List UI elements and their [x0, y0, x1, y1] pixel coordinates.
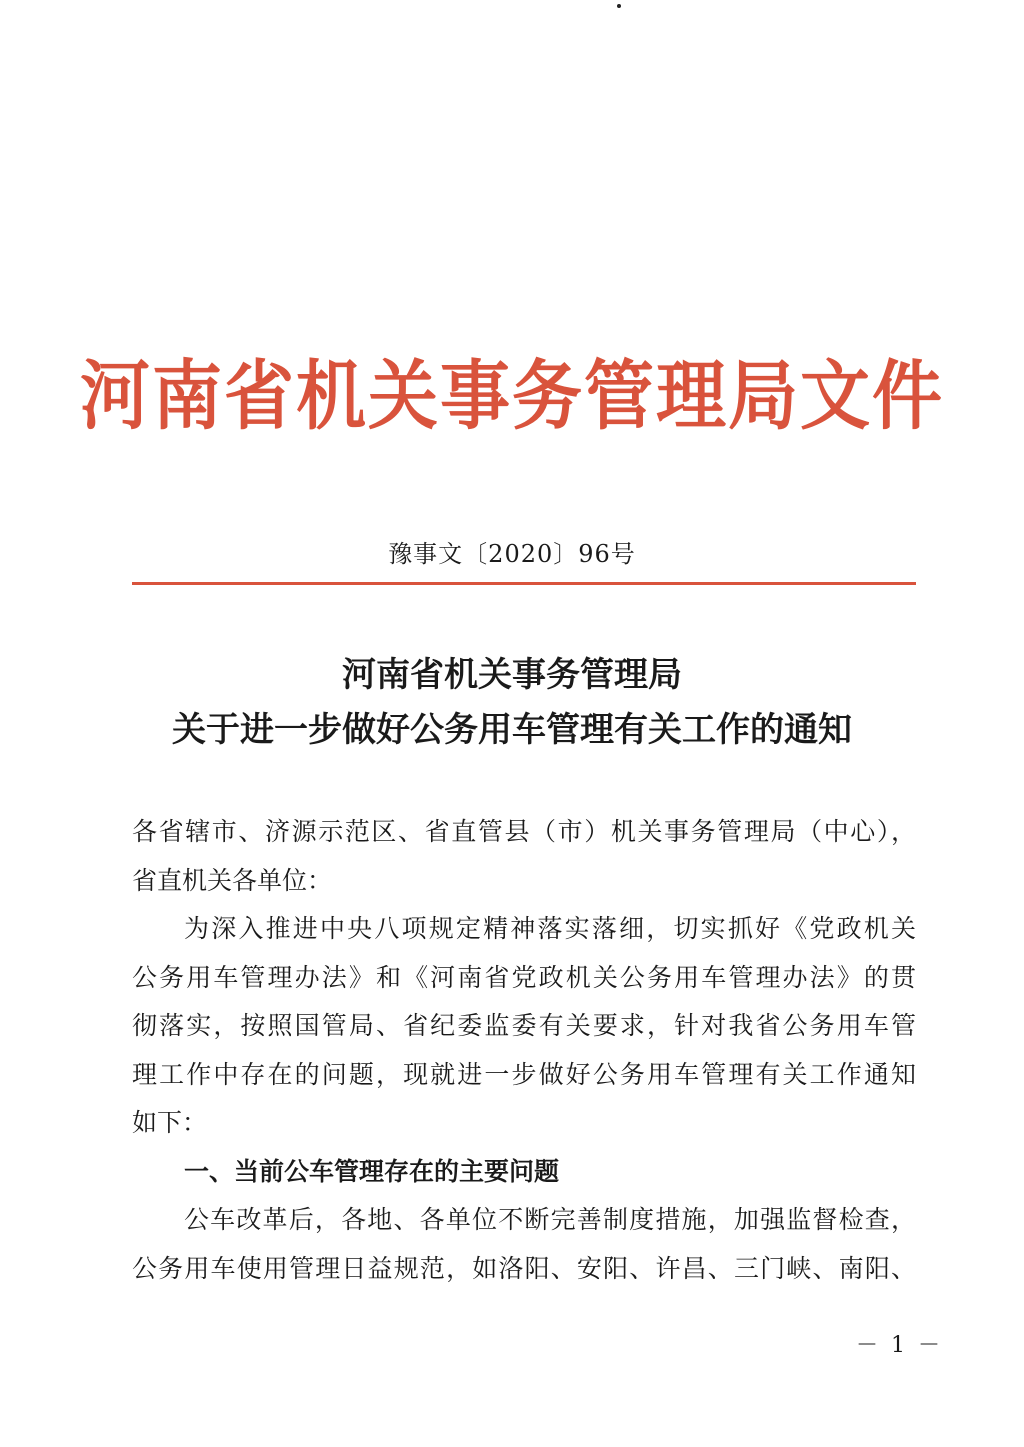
section-1-line-1: 公车改革后，各地、各单位不断完善制度措施，加强监督检查， [184, 1205, 916, 1234]
red-divider-line [132, 582, 916, 585]
addressee-line-1: 各省辖市、济源示范区、省直管县（市）机关事务管理局（中心）， [132, 817, 916, 846]
addressee-line-2: 省直机关各单位： [132, 865, 333, 895]
agency-header-title: 河南省机关事务管理局文件 [80, 350, 944, 441]
document-body [132, 808, 916, 1293]
paragraph-1-line-4: 理工作中存在的问题，现就进一步做好公务用车管理有关工作通知 [132, 1059, 916, 1089]
section-1-line-2: 公务用车使用管理日益规范，如洛阳、安阳、许昌、三门峡、南阳、 [132, 1253, 916, 1283]
section-1-heading: 一、当前公车管理存在的主要问题 [184, 1156, 560, 1186]
scan-speck [617, 4, 621, 8]
notice-title-line-1: 河南省机关事务管理局 [342, 655, 682, 695]
paragraph-1-line-2: 公务用车管理办法》和《河南省党政机关公务用车管理办法》的贯 [132, 962, 916, 992]
page-number: － 1 － [856, 1333, 943, 1358]
notice-title-line-2: 关于进一步做好公务用车管理有关工作的通知 [172, 710, 852, 750]
document-number: 豫事文〔2020〕96号 [388, 540, 636, 568]
paragraph-1-line-5: 如下： [132, 1108, 208, 1137]
paragraph-1-line-1: 为深入推进中央八项规定精神落实落细，切实抓好《党政机关 [184, 914, 916, 943]
paragraph-1-line-3: 彻落实，按照国管局、省纪委监委有关要求，针对我省公务用车管 [132, 1011, 916, 1040]
